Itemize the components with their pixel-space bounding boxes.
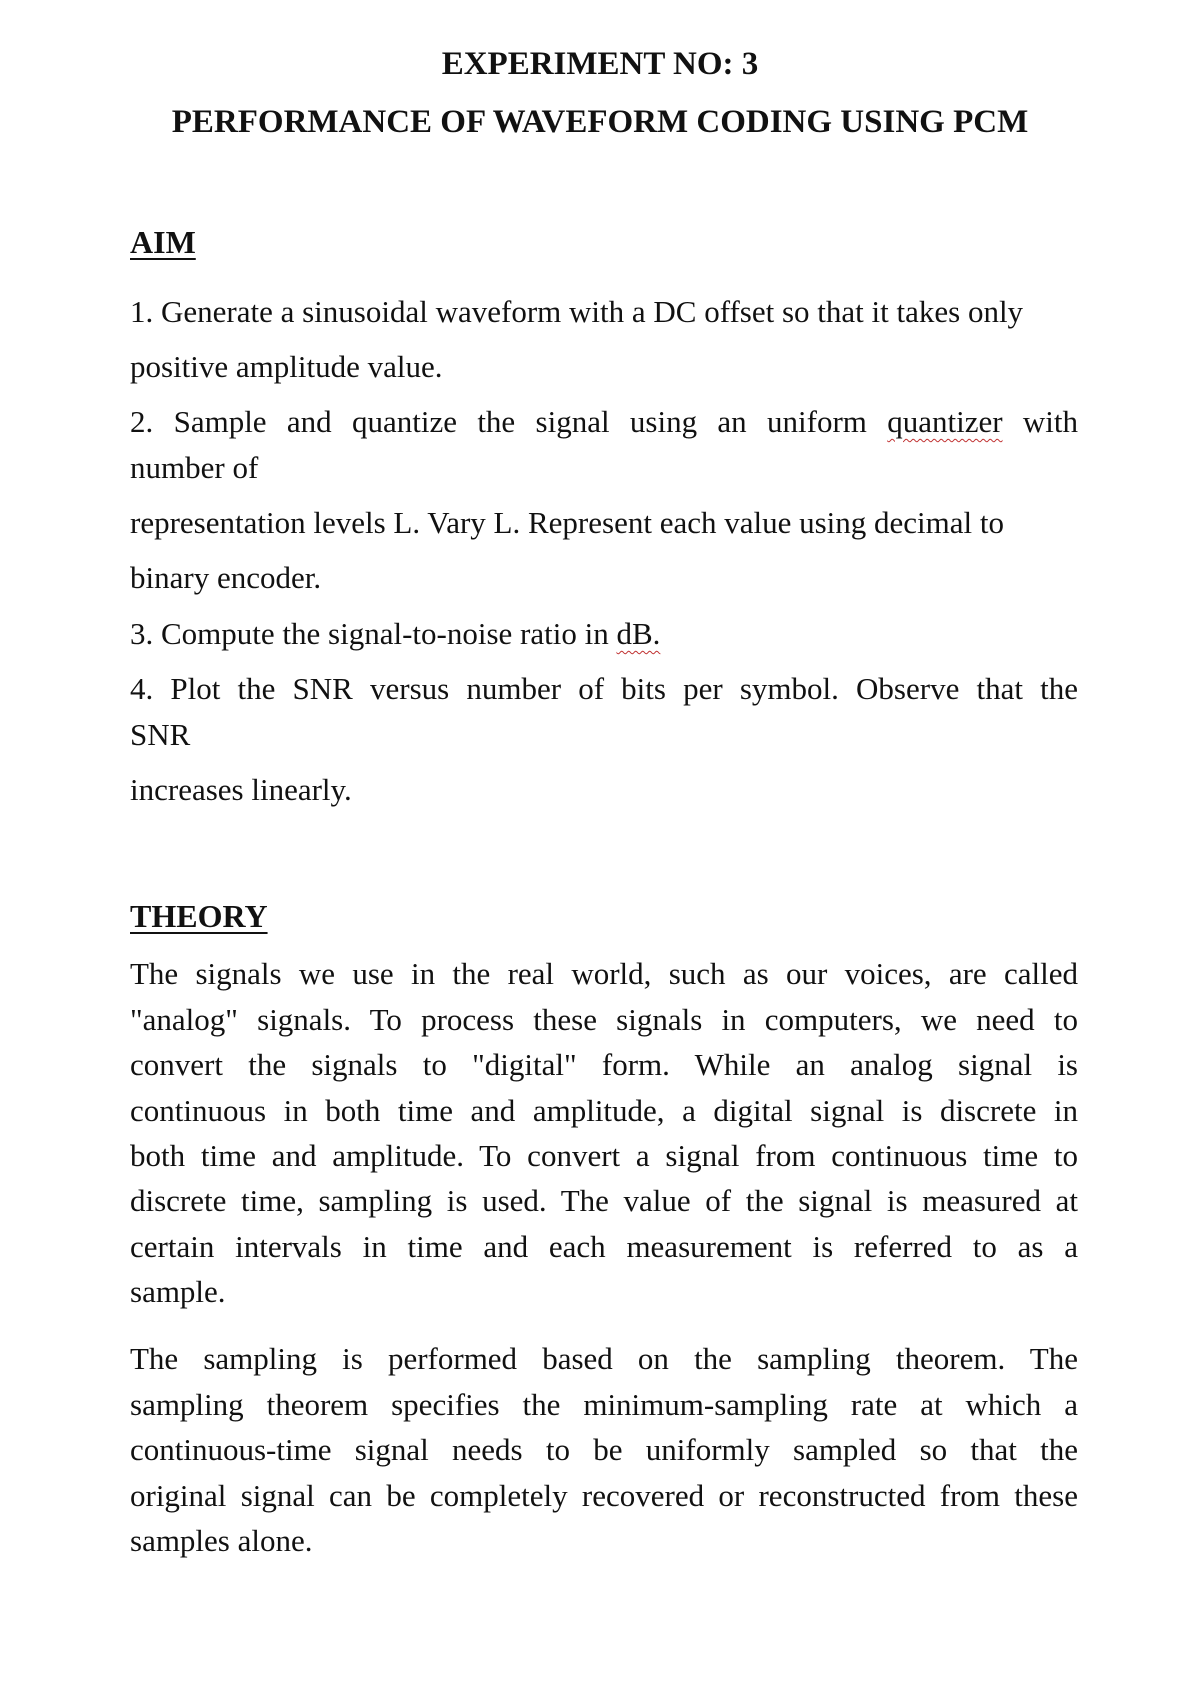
theory-p1-line: "analog" signals. To process these signals in computers, we need to — [130, 1002, 1078, 1037]
spellcheck-flagged-word: quantizer — [887, 404, 1003, 439]
experiment-number: EXPERIMENT NO: 3 — [441, 46, 759, 82]
aim-line-3-start: 2. Sample and quantize the signal using an uniform — [130, 404, 888, 439]
aim-line-2: positive amplitude value. — [130, 349, 443, 384]
aim-line-9: SNR — [130, 717, 191, 752]
theory-heading: THEORY — [130, 898, 268, 934]
aim-line-5: representation levels L. Vary L. Represent each value using decimal to — [130, 505, 1005, 540]
aim-line-6: binary encoder. — [130, 560, 322, 595]
theory-p1-line: both time and amplitude. To convert a signal from continuous time to — [130, 1138, 1078, 1173]
theory-p2-line: original signal can be completely recovered or reconstructed from these — [130, 1478, 1078, 1513]
aim-line-7 — [130, 614, 1078, 654]
theory-p1-line: certain intervals in time and each measurement is referred to as a — [130, 1229, 1078, 1264]
theory-p1-line: convert the signals to "digital" form. While an analog signal is — [130, 1047, 1078, 1082]
theory-p2-line: The sampling is performed based on the sampling theorem. The — [130, 1341, 1078, 1376]
document-title: PERFORMANCE OF WAVEFORM CODING USING PCM — [171, 104, 1029, 140]
theory-p2-line: sampling theorem specifies the minimum-sampling rate at which a — [130, 1387, 1078, 1422]
theory-p1-line: The signals we use in the real world, such as our voices, are called — [130, 956, 1078, 991]
theory-p2-line: samples alone. — [130, 1523, 313, 1558]
spellcheck-flagged-unit: dB. — [616, 616, 661, 651]
aim-heading: AIM — [130, 224, 196, 260]
theory-p1-line: continuous in both time and amplitude, a digital signal is discrete in — [130, 1093, 1078, 1128]
aim-line-1: 1. Generate a sinusoidal waveform with a DC offset so that it takes only — [130, 294, 1024, 329]
aim-line-3-end: with — [1002, 404, 1078, 439]
aim-line-8: 4. Plot the SNR versus number of bits per symbol. Observe that the — [130, 671, 1078, 706]
aim-line-4: number of — [130, 450, 259, 485]
aim-line-3 — [130, 402, 1078, 442]
aim-line-10: increases linearly. — [130, 772, 352, 807]
theory-p1-line: discrete time, sampling is used. The value of the signal is measured at — [130, 1183, 1078, 1218]
theory-p1-line: sample. — [130, 1274, 226, 1309]
theory-p2-line: continuous-time signal needs to be uniformly sampled so that the — [130, 1432, 1078, 1467]
aim-line-7-start: 3. Compute the signal-to-noise ratio in — [130, 616, 617, 651]
